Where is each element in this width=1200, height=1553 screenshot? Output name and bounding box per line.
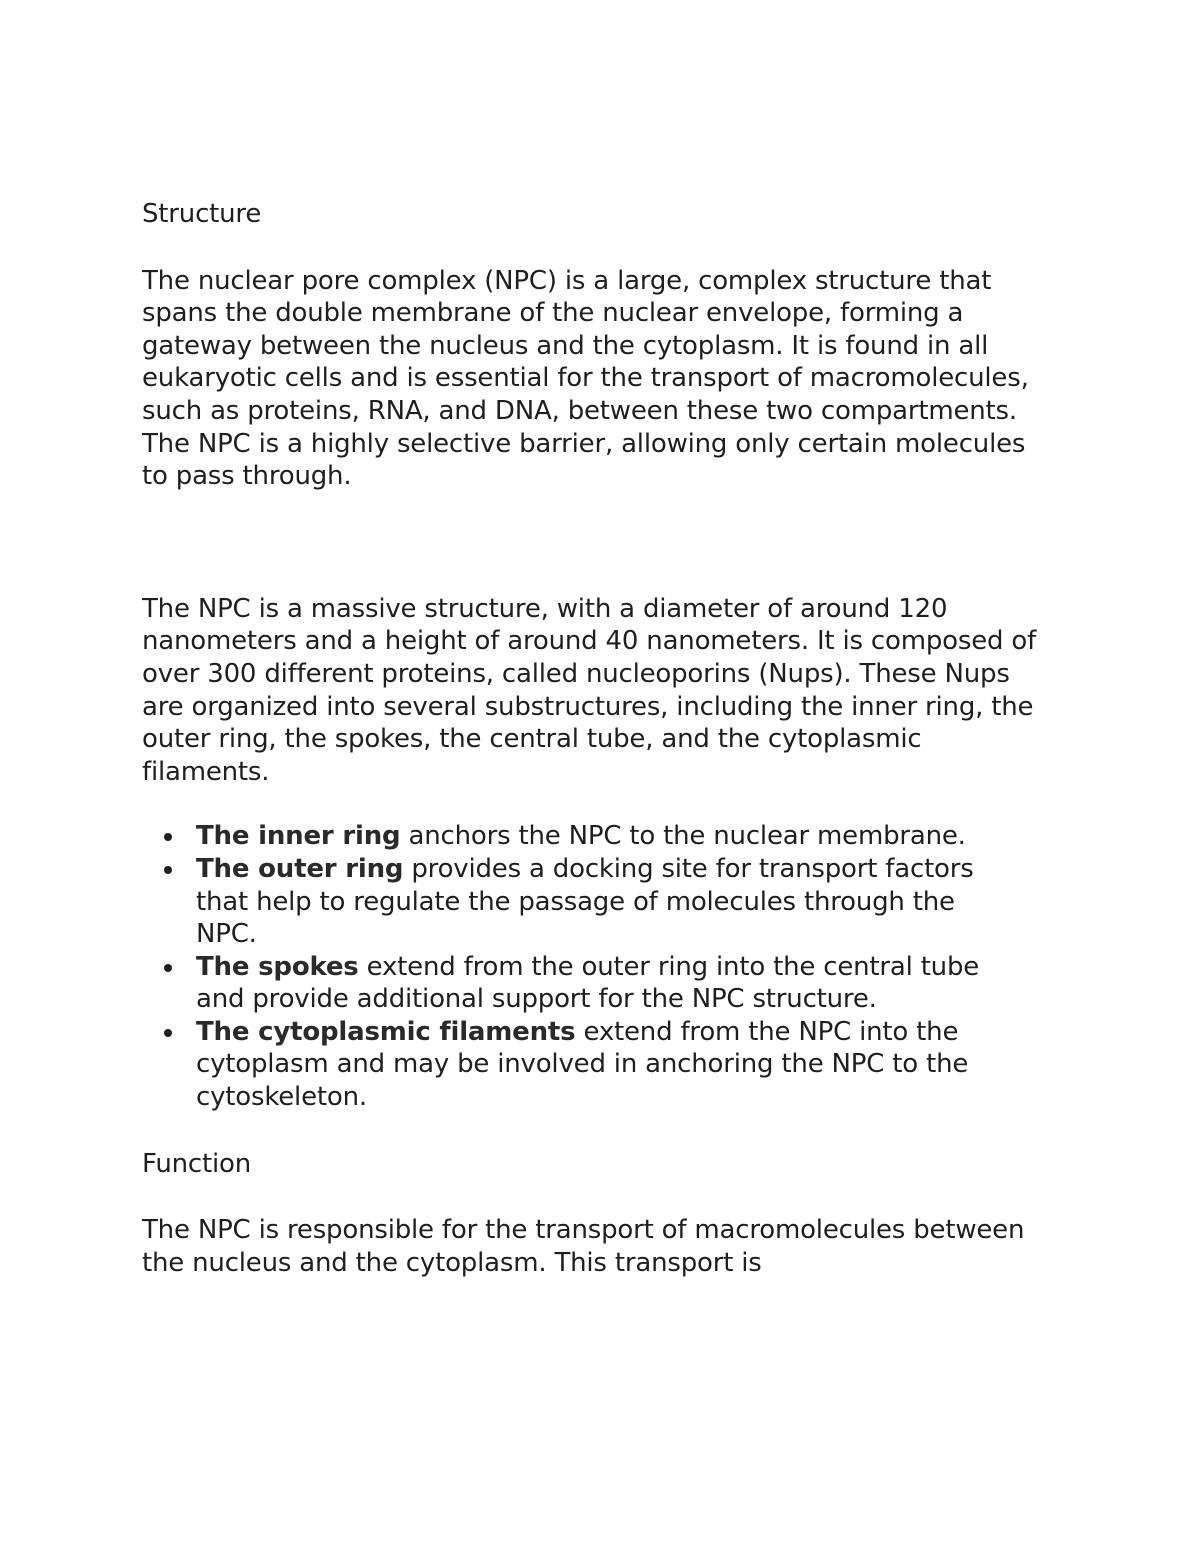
structure-paragraph-2: The NPC is a massive structure, with a diameter of around 120 nanometers and a height of around 40 nanometers. It is composed of over 300 different proteins, called nucleoporins (Nups). These Nups are organized into several substructures, including the inner ring, the outer ring, the spokes, the central tube, and the cytoplasmic filaments. bbox=[142, 593, 1037, 787]
list-item bbox=[142, 1016, 996, 1114]
spacer bbox=[142, 231, 1042, 265]
list-item-term: The cytoplasmic filaments bbox=[196, 1016, 576, 1047]
spacer bbox=[142, 1180, 1042, 1214]
spacer bbox=[142, 788, 1042, 820]
list-item-text: anchors the NPC to the nuclear membrane. bbox=[400, 821, 966, 852]
list-item bbox=[142, 951, 996, 1016]
structure-paragraph-1: The nuclear pore complex (NPC) is a large, complex structure that spans the double membrane of the nuclear envelope, forming a gateway between the nucleus and the cytoplasm. It is found in all eukaryotic cells and is essential for the transport of macromolecules, such as proteins, RNA, and DNA, between these two compartments. The NPC is a highly selective barrier, allowing only certain molecules to pass through. bbox=[142, 265, 1029, 492]
list-item-text: extend from the NPC into the cytoplasm and may be involved in anchoring the NPC to the cytoskeleton. bbox=[196, 1016, 969, 1113]
document-body bbox=[142, 198, 1042, 1279]
substructure-list bbox=[142, 820, 1042, 1113]
bullet-icon bbox=[164, 833, 172, 841]
list-item-term: The spokes bbox=[196, 951, 359, 982]
list-item-text: extend from the outer ring into the central tube and provide additional support for the NPC structure. bbox=[196, 951, 980, 1015]
bullet-icon bbox=[164, 964, 172, 972]
list-item-term: The outer ring bbox=[196, 853, 404, 884]
spacer bbox=[142, 493, 1042, 593]
list-item-text: provides a docking site for transport factors that help to regulate the passage of molecules through the NPC. bbox=[196, 853, 974, 950]
bullet-icon bbox=[164, 866, 172, 874]
spacer bbox=[142, 1114, 1042, 1148]
function-heading: Function bbox=[142, 1148, 251, 1179]
list-item bbox=[142, 820, 996, 853]
function-paragraph-1: The NPC is responsible for the transport of macromolecules between the nucleus and the cytoplasm. This transport is bbox=[142, 1215, 1025, 1278]
structure-heading: Structure bbox=[142, 199, 262, 229]
bullet-icon bbox=[164, 1029, 172, 1037]
list-item-term: The inner ring bbox=[196, 821, 401, 852]
list-item bbox=[142, 853, 996, 951]
